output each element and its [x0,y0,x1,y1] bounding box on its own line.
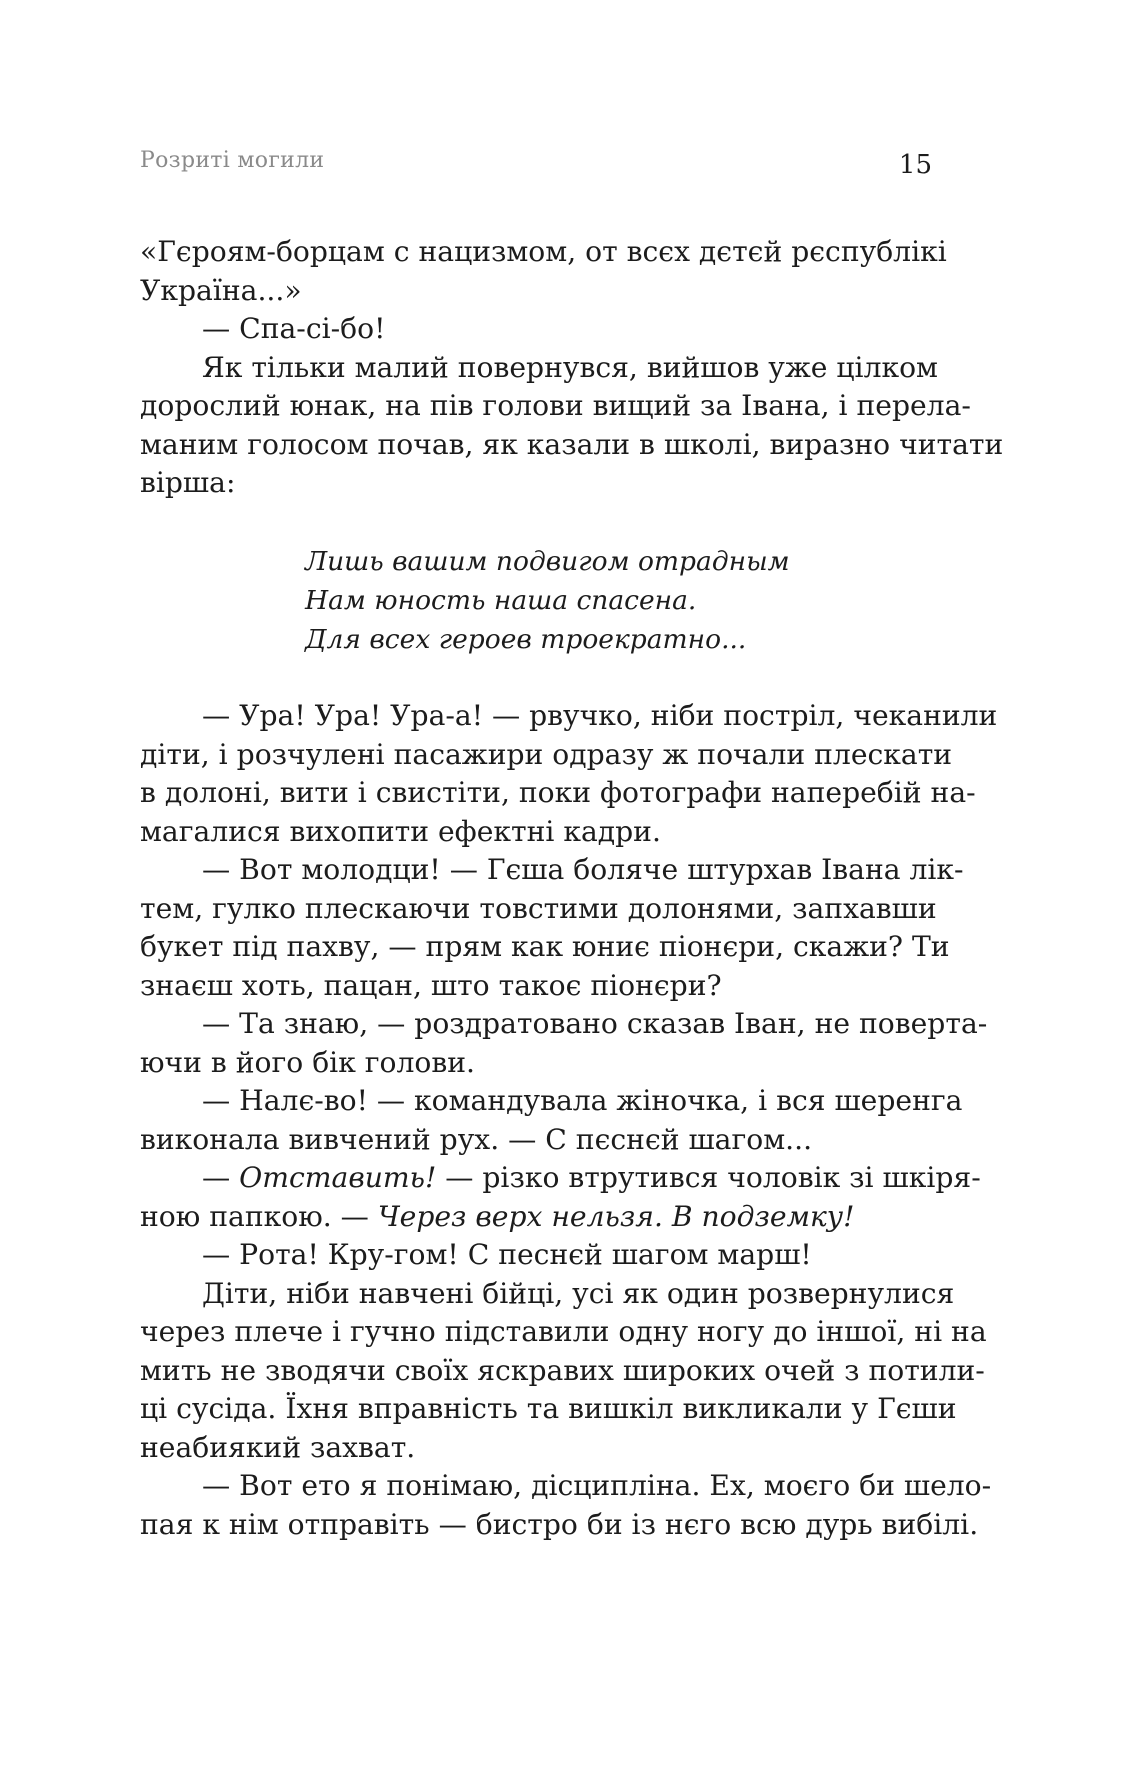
verse-line: Нам юность наша спасена. [305,585,697,616]
text-line: через плече і гучно підставили одну ногу до іншої, ні на [140,1315,987,1348]
text-line: букет під пахву, — прям как юниє піонєри, скажи? Ти [140,930,950,963]
paragraph-block-2 [140,697,998,1544]
text-line: неабиякий захват. [140,1430,416,1464]
text-line: магалися вихопити ефектні кадри. [140,814,661,848]
text-line: Як тільки малий повернувся, вийшов уже цілком [202,350,938,384]
text-line: ючи в його бік голови. [140,1045,476,1079]
text-line: тем, гулко плескаючи товстими долонями, запхавши [140,891,937,925]
text-line: — Та знаю, — роздратовано сказав Іван, не поверта- [202,1007,988,1040]
text-line: Україна...» [140,273,302,307]
text-line: — Налє-во! — командувала жіночка, і вся шеренга [202,1084,963,1117]
text-line [140,1198,930,1237]
text-line: виконала вивчений рух. — С пєснєй шагом... [140,1122,813,1156]
text-line: — Вот ето я понімаю, дісципліна. Ех, моєго би шело- [202,1469,992,1502]
text-line: — Ура! Ура! Ура-а! — рвучко, ніби постріл, чеканили [202,699,998,732]
verse-line: Для всех героев троекратно... [305,624,747,655]
text-line: мить не зводячи своїх яскравих широких очей з потили- [140,1353,985,1387]
verse-line: Лишь вашим подвигом отрадным [305,546,790,577]
text-line: маним голосом почав, як казали в школі, виразно читати [140,427,1004,461]
text-line: — Вот молодци! — Гєша боляче штурхав Івана лік- [202,853,964,886]
italic-span: Отставить! [239,1161,437,1194]
text-line: пая к нім отправіть — бистро би із нєго всю дурь вибілі. [140,1507,979,1541]
text-span: — різко втрутився чоловік зі шкіря- [436,1161,981,1194]
text-span: ною папкою. — [140,1199,378,1233]
text-line [140,1159,981,1198]
text-line: дорослий юнак, на пів голови вищий за Івана, і перела- [140,389,971,422]
text-line: вірша: [140,466,236,499]
text-line: — Спа-сі-бо! [202,312,386,345]
text-line: діти, і розчулені пасажири одразу ж почали плескати [140,737,953,771]
text-span: — [202,1161,240,1194]
text-line: ці сусіда. Їхня вправність та вишкіл викликали у Гєши [140,1392,957,1425]
text-line: в долоні, вити і свистіти, поки фотографи наперебій на- [140,776,976,809]
text-line: — Рота! Кру-гом! С песнєй шагом марш! [202,1238,812,1271]
running-header: Розриті могили [140,148,325,173]
page-number: 15 [898,150,932,180]
verse-quote [305,542,790,659]
text-line: Діти, ніби навчені бійці, усі як один розвернулися [202,1276,955,1310]
paragraph-block-1 [140,233,1004,503]
text-line: знаєш хоть, пацан, што такоє піонєри? [140,968,722,1002]
italic-span: Через верх нельзя. В подземку! [377,1199,855,1233]
text-line: «Гєроям-борцам с нацизмом, от всєх дєтєй рєспублікі [140,235,947,268]
